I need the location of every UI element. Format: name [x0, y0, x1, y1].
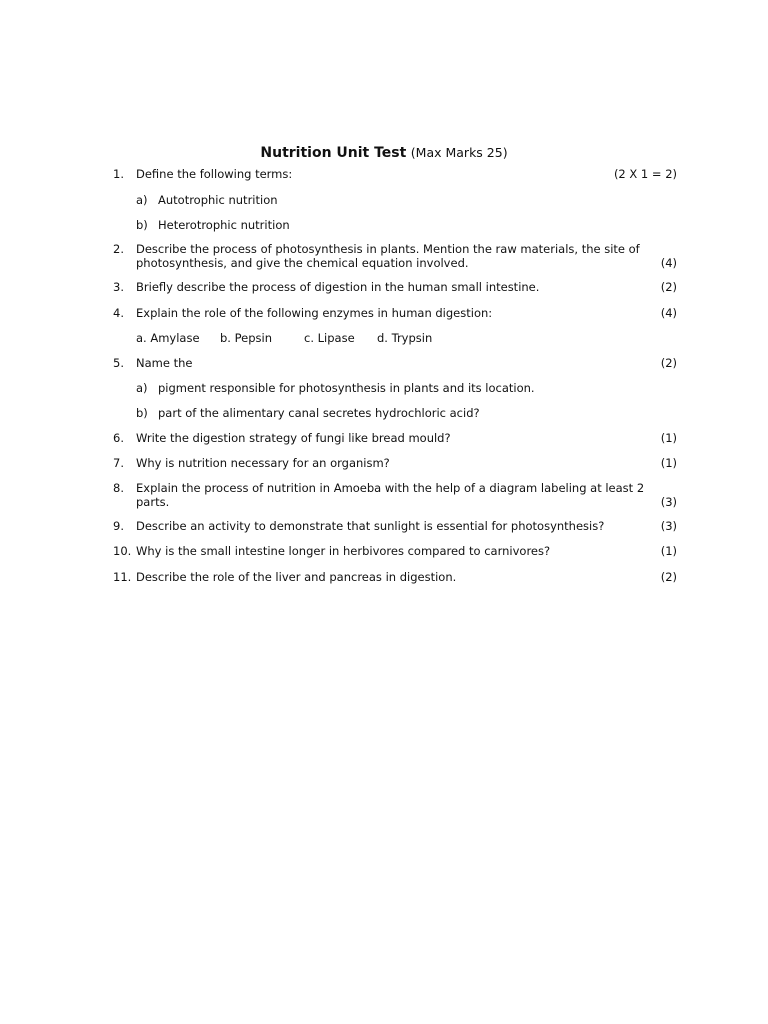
test-title: Nutrition Unit Test — [260, 145, 407, 161]
question-number: 3. — [113, 280, 124, 294]
sub-item-label: a) — [136, 193, 148, 207]
question-text: Write the digestion strategy of fungi like bread mould? — [136, 431, 451, 445]
question-text: Explain the role of the following enzymes in human digestion: — [136, 306, 493, 320]
enzyme-item: c. Lipase — [304, 331, 355, 345]
enzyme-item: b. Pepsin — [220, 331, 272, 345]
sub-item-text: part of the alimentary canal secretes hydrochloric acid? — [158, 406, 480, 420]
question-text: Name the — [136, 356, 193, 370]
question-marks: (4) — [660, 306, 677, 320]
question-text-line-2: photosynthesis, and give the chemical equation involved. — [136, 256, 469, 270]
question-text: Define the following terms: — [136, 167, 293, 181]
question-text: Briefly describe the process of digestion in the human small intestine. — [136, 280, 540, 294]
sub-item-text: Heterotrophic nutrition — [158, 218, 290, 232]
max-marks: (Max Marks 25) — [410, 145, 508, 160]
question-marks: (1) — [660, 456, 677, 470]
question-number: 9. — [113, 519, 124, 533]
question-number: 7. — [113, 456, 124, 470]
question-marks: (3) — [660, 519, 677, 533]
question-marks: (4) — [660, 256, 677, 270]
question-number: 11. — [113, 570, 132, 584]
question-marks: (1) — [660, 544, 677, 558]
sub-item-label: b) — [136, 218, 148, 232]
sub-item-label: b) — [136, 406, 148, 420]
question-marks: (2 X 1 = 2) — [613, 167, 677, 181]
question-number: 6. — [113, 431, 124, 445]
question-number: 2. — [113, 242, 124, 256]
question-text: Why is nutrition necessary for an organism? — [136, 456, 390, 470]
enzyme-item: a. Amylase — [136, 331, 200, 345]
question-marks: (2) — [660, 280, 677, 294]
question-number: 5. — [113, 356, 124, 370]
sub-item-text: pigment responsible for photosynthesis in plants and its location. — [158, 381, 535, 395]
question-marks: (1) — [660, 431, 677, 445]
question-number: 10. — [113, 544, 132, 558]
question-text: Describe the role of the liver and pancreas in digestion. — [136, 570, 457, 584]
question-number: 8. — [113, 481, 124, 495]
question-text: Describe an activity to demonstrate that sunlight is essential for photosynthesis? — [136, 519, 605, 533]
question-text: Why is the small intestine longer in herbivores compared to carnivores? — [136, 544, 551, 558]
question-marks: (2) — [660, 356, 677, 370]
sub-item-text: Autotrophic nutrition — [158, 193, 278, 207]
question-number: 1. — [113, 167, 124, 181]
enzyme-item: d. Trypsin — [377, 331, 433, 345]
question-number: 4. — [113, 306, 124, 320]
question-marks: (3) — [660, 495, 677, 509]
page-title — [0, 145, 768, 161]
question-text-line-1: Describe the process of photosynthesis in plants. Mention the raw materials, the site of — [136, 242, 640, 256]
sub-item-label: a) — [136, 381, 148, 395]
question-text-line-1: Explain the process of nutrition in Amoeba with the help of a diagram labeling at least 2 — [136, 481, 645, 495]
question-text-line-2: parts. — [136, 495, 170, 509]
question-marks: (2) — [660, 570, 677, 584]
